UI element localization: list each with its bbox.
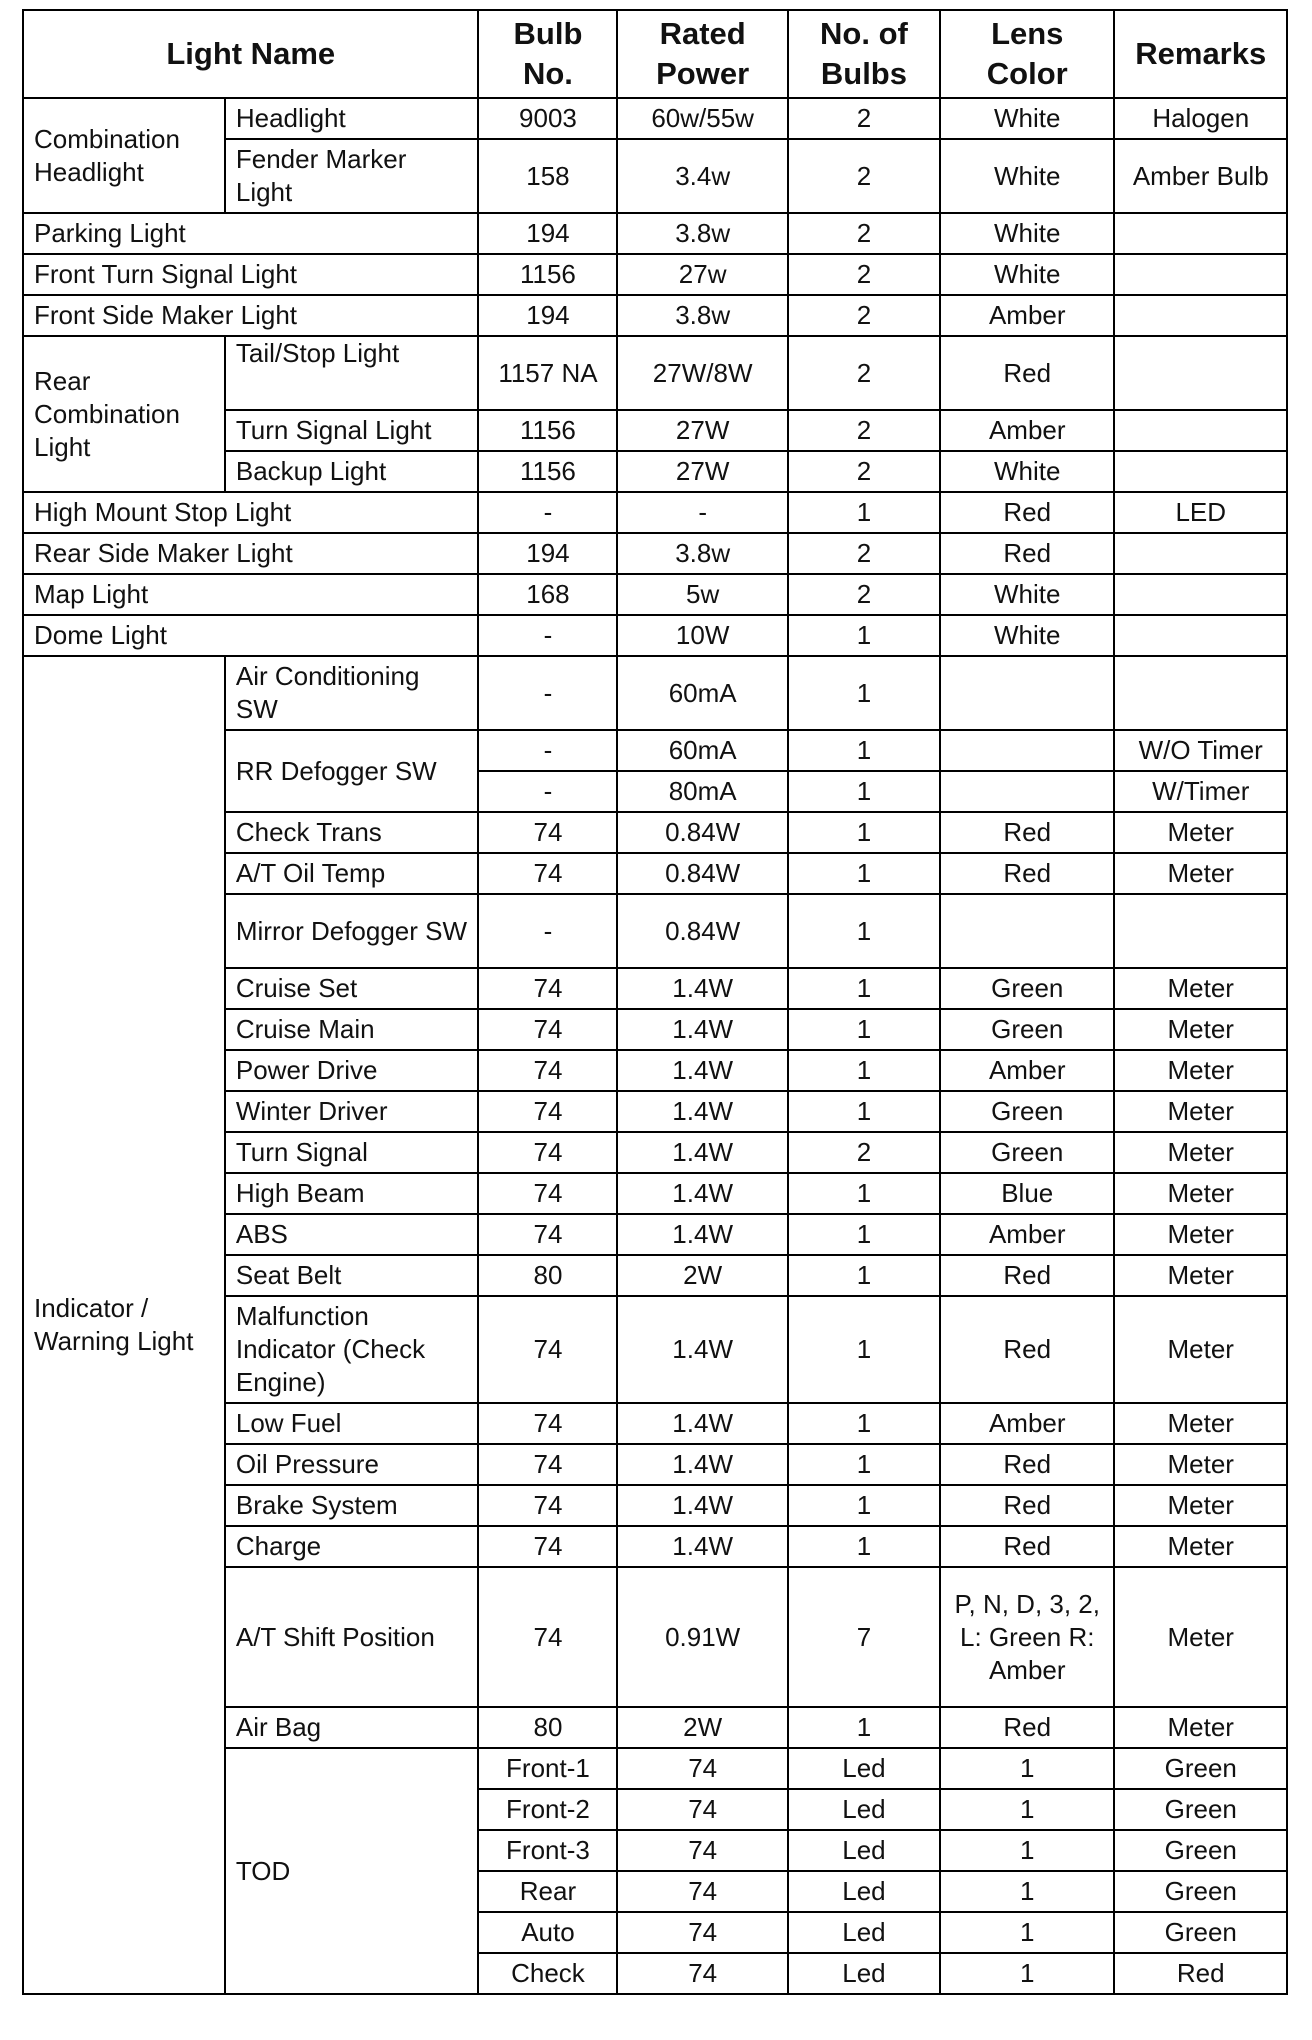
light-name-cell: Brake System [225, 1485, 479, 1526]
bulb-no-cell: - [478, 615, 617, 656]
remark-cell: Meter [1114, 1255, 1287, 1296]
light-name-cell: Rear Side Maker Light [23, 533, 478, 574]
remark-cell: W/Timer [1114, 771, 1287, 812]
tod-power-cell: Led [788, 1912, 940, 1953]
table-row [23, 533, 1287, 574]
lens-color-cell [940, 730, 1114, 771]
rated-power-cell: 60w/55w [617, 98, 787, 139]
bulb-count-cell: 1 [788, 1050, 940, 1091]
lens-color-cell: Red [940, 336, 1114, 410]
light-name-cell: Check Trans [225, 812, 479, 853]
remark-cell [1114, 533, 1287, 574]
tod-sub-cell: Front-1 [478, 1748, 617, 1789]
bulb-no-cell: 74 [478, 1485, 617, 1526]
remark-cell: LED [1114, 492, 1287, 533]
remark-cell [1114, 451, 1287, 492]
lens-color-cell: Green [940, 1009, 1114, 1050]
remark-cell: Meter [1114, 1296, 1287, 1403]
bulb-count-cell: 2 [788, 213, 940, 254]
remark-cell: Meter [1114, 1444, 1287, 1485]
table-row [23, 656, 1287, 730]
bulb-no-cell: 1157 NA [478, 336, 617, 410]
tod-count-cell: 1 [940, 1789, 1114, 1830]
bulb-no-cell: 74 [478, 1296, 617, 1403]
light-name-cell: Fender Marker Light [225, 139, 479, 213]
remark-cell: Meter [1114, 1050, 1287, 1091]
remark-cell: Meter [1114, 1567, 1287, 1707]
bulb-count-cell: 2 [788, 533, 940, 574]
rated-power-cell: 1.4W [617, 1296, 787, 1403]
rated-power-cell: 3.8w [617, 213, 787, 254]
remark-cell [1114, 656, 1287, 730]
bulb-no-cell: 74 [478, 1214, 617, 1255]
bulb-count-cell: 2 [788, 98, 940, 139]
rated-power-cell: 60mA [617, 730, 787, 771]
bulb-count-cell: 1 [788, 1009, 940, 1050]
bulb-count-cell: 1 [788, 1444, 940, 1485]
remark-cell: Meter [1114, 1091, 1287, 1132]
remark-cell: Meter [1114, 1132, 1287, 1173]
tod-bulb-cell: 74 [617, 1830, 787, 1871]
tod-count-cell: 1 [940, 1953, 1114, 1994]
header-lens-color: Lens Color [940, 10, 1114, 98]
light-name-cell: Cruise Main [225, 1009, 479, 1050]
table-header-row [23, 10, 1287, 98]
rated-power-cell: 10W [617, 615, 787, 656]
bulb-count-cell: 1 [788, 1091, 940, 1132]
rated-power-cell: - [617, 492, 787, 533]
rated-power-cell: 1.4W [617, 1526, 787, 1567]
bulb-no-cell: 168 [478, 574, 617, 615]
light-name-cell: Tail/Stop Light [225, 336, 479, 410]
table-row [23, 615, 1287, 656]
lens-color-cell: White [940, 451, 1114, 492]
bulb-no-cell: 74 [478, 1444, 617, 1485]
tod-sub-cell: Rear [478, 1871, 617, 1912]
remark-cell: Meter [1114, 1009, 1287, 1050]
remark-cell: Meter [1114, 812, 1287, 853]
remark-cell [1114, 336, 1287, 410]
remark-cell [1114, 295, 1287, 336]
rated-power-cell: 0.84W [617, 853, 787, 894]
lens-color-cell: Red [940, 853, 1114, 894]
remark-cell: Meter [1114, 1485, 1287, 1526]
bulb-no-cell: 74 [478, 1173, 617, 1214]
bulb-count-cell: 1 [788, 1173, 940, 1214]
lens-color-cell: Red [940, 533, 1114, 574]
tod-bulb-cell: 74 [617, 1871, 787, 1912]
light-name-cell: Turn Signal Light [225, 410, 479, 451]
bulb-no-cell: 74 [478, 853, 617, 894]
bulb-count-cell: 1 [788, 1296, 940, 1403]
lens-color-cell: Green [940, 1132, 1114, 1173]
lens-color-cell: Amber [940, 410, 1114, 451]
remark-cell: Meter [1114, 1526, 1287, 1567]
light-name-cell: Headlight [225, 98, 479, 139]
lens-color-cell: Red [940, 812, 1114, 853]
bulb-specification-table [22, 9, 1288, 1995]
remark-cell [1114, 254, 1287, 295]
rated-power-cell: 1.4W [617, 1009, 787, 1050]
bulb-no-cell: 74 [478, 1567, 617, 1707]
lens-color-cell: P, N, D, 3, 2, L: Green R: Amber [940, 1567, 1114, 1707]
bulb-no-cell: 74 [478, 968, 617, 1009]
bulb-count-cell: 1 [788, 1526, 940, 1567]
tod-color-cell: Green [1114, 1830, 1287, 1871]
bulb-no-cell: 1156 [478, 410, 617, 451]
tod-count-cell: 1 [940, 1912, 1114, 1953]
lens-color-cell: Blue [940, 1173, 1114, 1214]
light-name-cell: Air Conditioning SW [225, 656, 479, 730]
rated-power-cell: 5w [617, 574, 787, 615]
rated-power-cell: 0.84W [617, 812, 787, 853]
rated-power-cell: 1.4W [617, 1132, 787, 1173]
light-name-cell: Map Light [23, 574, 478, 615]
table-row [23, 336, 1287, 410]
bulb-no-cell: - [478, 656, 617, 730]
tod-power-cell: Led [788, 1748, 940, 1789]
remark-cell: Meter [1114, 1173, 1287, 1214]
light-name-cell: A/T Oil Temp [225, 853, 479, 894]
bulb-count-cell: 1 [788, 1403, 940, 1444]
light-name-cell: Air Bag [225, 1707, 479, 1748]
bulb-count-cell: 2 [788, 336, 940, 410]
lens-color-cell: White [940, 574, 1114, 615]
light-name-cell: Oil Pressure [225, 1444, 479, 1485]
header-remarks: Remarks [1114, 10, 1287, 98]
table-row [23, 254, 1287, 295]
lens-color-cell: White [940, 213, 1114, 254]
bulb-no-cell: 9003 [478, 98, 617, 139]
light-name-cell: Winter Driver [225, 1091, 479, 1132]
light-name-cell: Dome Light [23, 615, 478, 656]
rated-power-cell: 3.8w [617, 533, 787, 574]
bulb-count-cell: 2 [788, 295, 940, 336]
light-name-cell: Power Drive [225, 1050, 479, 1091]
lens-color-cell [940, 771, 1114, 812]
remark-cell: Meter [1114, 853, 1287, 894]
bulb-no-cell: 74 [478, 1050, 617, 1091]
header-bulb-no: Bulb No. [478, 10, 617, 98]
bulb-count-cell: 1 [788, 656, 940, 730]
bulb-count-cell: 1 [788, 492, 940, 533]
lens-color-cell [940, 656, 1114, 730]
lens-color-cell [940, 894, 1114, 968]
bulb-no-cell: 74 [478, 1009, 617, 1050]
group-rear-combination-light: Rear Combination Light [23, 336, 225, 492]
rated-power-cell: 1.4W [617, 1444, 787, 1485]
light-name-cell: Front Turn Signal Light [23, 254, 478, 295]
bulb-count-cell: 1 [788, 1707, 940, 1748]
table-row [23, 295, 1287, 336]
tod-color-cell: Green [1114, 1789, 1287, 1830]
lens-color-cell: White [940, 254, 1114, 295]
rated-power-cell: 3.4w [617, 139, 787, 213]
bulb-count-cell: 1 [788, 968, 940, 1009]
rated-power-cell: 1.4W [617, 1173, 787, 1214]
tod-color-cell: Red [1114, 1953, 1287, 1994]
bulb-count-cell: 2 [788, 451, 940, 492]
group-indicator-warning-light: Indicator / Warning Light [23, 656, 225, 1994]
bulb-count-cell: 1 [788, 1485, 940, 1526]
bulb-no-cell: 74 [478, 1132, 617, 1173]
table-row [23, 574, 1287, 615]
tod-count-cell: 1 [940, 1748, 1114, 1789]
rated-power-cell: 80mA [617, 771, 787, 812]
document-page [22, 9, 1288, 1995]
bulb-no-cell: 74 [478, 1526, 617, 1567]
rated-power-cell: 3.8w [617, 295, 787, 336]
remark-cell [1114, 213, 1287, 254]
lens-color-cell: Red [940, 1444, 1114, 1485]
rated-power-cell: 27w [617, 254, 787, 295]
remark-cell: Meter [1114, 968, 1287, 1009]
light-name-cell: High Mount Stop Light [23, 492, 478, 533]
tod-bulb-cell: 74 [617, 1789, 787, 1830]
bulb-count-cell: 1 [788, 1255, 940, 1296]
tod-power-cell: Led [788, 1871, 940, 1912]
light-name-cell: A/T Shift Position [225, 1567, 479, 1707]
light-name-cell: Cruise Set [225, 968, 479, 1009]
light-name-cell: High Beam [225, 1173, 479, 1214]
tod-count-cell: 1 [940, 1871, 1114, 1912]
bulb-count-cell: 1 [788, 730, 940, 771]
remark-cell: Meter [1114, 1214, 1287, 1255]
lens-color-cell: Red [940, 1296, 1114, 1403]
tod-count-cell: 1 [940, 1830, 1114, 1871]
header-light-name: Light Name [23, 10, 478, 98]
lens-color-cell: White [940, 615, 1114, 656]
light-name-cell: Backup Light [225, 451, 479, 492]
rated-power-cell: 27W [617, 410, 787, 451]
tod-sub-cell: Front-2 [478, 1789, 617, 1830]
bulb-count-cell: 2 [788, 1132, 940, 1173]
bulb-no-cell: 194 [478, 533, 617, 574]
bulb-count-cell: 1 [788, 1214, 940, 1255]
rated-power-cell: 2W [617, 1707, 787, 1748]
bulb-no-cell: - [478, 894, 617, 968]
tod-sub-cell: Front-3 [478, 1830, 617, 1871]
lens-color-cell: Green [940, 1091, 1114, 1132]
rated-power-cell: 0.84W [617, 894, 787, 968]
tod-color-cell: Green [1114, 1912, 1287, 1953]
lens-color-cell: Amber [940, 1050, 1114, 1091]
light-name-cell: Front Side Maker Light [23, 295, 478, 336]
lens-color-cell: Green [940, 968, 1114, 1009]
light-name-cell: Charge [225, 1526, 479, 1567]
bulb-count-cell: 1 [788, 812, 940, 853]
bulb-no-cell: 158 [478, 139, 617, 213]
remark-cell: Halogen [1114, 98, 1287, 139]
remark-cell: Amber Bulb [1114, 139, 1287, 213]
bulb-no-cell: 194 [478, 213, 617, 254]
remark-cell: Meter [1114, 1403, 1287, 1444]
lens-color-cell: Red [940, 1255, 1114, 1296]
bulb-count-cell: 7 [788, 1567, 940, 1707]
rated-power-cell: 0.91W [617, 1567, 787, 1707]
rated-power-cell: 1.4W [617, 1091, 787, 1132]
tod-bulb-cell: 74 [617, 1912, 787, 1953]
bulb-no-cell: 194 [478, 295, 617, 336]
lens-color-cell: White [940, 98, 1114, 139]
bulb-count-cell: 1 [788, 615, 940, 656]
bulb-no-cell: 74 [478, 812, 617, 853]
tod-power-cell: Led [788, 1830, 940, 1871]
bulb-no-cell: - [478, 771, 617, 812]
lens-color-cell: Red [940, 1485, 1114, 1526]
light-name-cell: Turn Signal [225, 1132, 479, 1173]
light-name-cell: Mirror Defogger SW [225, 894, 479, 968]
remark-cell [1114, 894, 1287, 968]
remark-cell [1114, 574, 1287, 615]
tod-power-cell: Led [788, 1789, 940, 1830]
light-name-cell: Seat Belt [225, 1255, 479, 1296]
remark-cell: Meter [1114, 1707, 1287, 1748]
bulb-no-cell: 80 [478, 1707, 617, 1748]
rated-power-cell: 1.4W [617, 1050, 787, 1091]
remark-cell [1114, 410, 1287, 451]
table-row [23, 492, 1287, 533]
header-no-of-bulbs: No. of Bulbs [788, 10, 940, 98]
light-name-cell: ABS [225, 1214, 479, 1255]
tod-power-cell: Led [788, 1953, 940, 1994]
lens-color-cell: Red [940, 1707, 1114, 1748]
rated-power-cell: 27W [617, 451, 787, 492]
bulb-no-cell: 1156 [478, 254, 617, 295]
lens-color-cell: Red [940, 1526, 1114, 1567]
lens-color-cell: Amber [940, 295, 1114, 336]
bulb-no-cell: 74 [478, 1403, 617, 1444]
bulb-no-cell: 1156 [478, 451, 617, 492]
bulb-no-cell: 74 [478, 1091, 617, 1132]
bulb-count-cell: 2 [788, 139, 940, 213]
lens-color-cell: White [940, 139, 1114, 213]
bulb-count-cell: 1 [788, 894, 940, 968]
bulb-count-cell: 1 [788, 771, 940, 812]
lens-color-cell: Amber [940, 1214, 1114, 1255]
bulb-count-cell: 2 [788, 254, 940, 295]
bulb-no-cell: 80 [478, 1255, 617, 1296]
rated-power-cell: 60mA [617, 656, 787, 730]
group-tod: TOD [225, 1748, 479, 1994]
tod-color-cell: Green [1114, 1748, 1287, 1789]
rated-power-cell: 1.4W [617, 968, 787, 1009]
light-name-cell: Malfunction Indicator (Check Engine) [225, 1296, 479, 1403]
light-name-cell: Parking Light [23, 213, 478, 254]
rated-power-cell: 27W/8W [617, 336, 787, 410]
tod-bulb-cell: 74 [617, 1748, 787, 1789]
rated-power-cell: 1.4W [617, 1214, 787, 1255]
table-row [23, 98, 1287, 139]
bulb-count-cell: 2 [788, 410, 940, 451]
light-name-cell: RR Defogger SW [225, 730, 479, 812]
remark-cell [1114, 615, 1287, 656]
remark-cell: W/O Timer [1114, 730, 1287, 771]
group-combination-headlight: Combination Headlight [23, 98, 225, 213]
tod-color-cell: Green [1114, 1871, 1287, 1912]
tod-bulb-cell: 74 [617, 1953, 787, 1994]
header-rated-power: Rated Power [617, 10, 787, 98]
lens-color-cell: Amber [940, 1403, 1114, 1444]
light-name-cell: Low Fuel [225, 1403, 479, 1444]
rated-power-cell: 2W [617, 1255, 787, 1296]
lens-color-cell: Red [940, 492, 1114, 533]
bulb-no-cell: - [478, 730, 617, 771]
bulb-count-cell: 2 [788, 574, 940, 615]
tod-sub-cell: Check [478, 1953, 617, 1994]
bulb-count-cell: 1 [788, 853, 940, 894]
rated-power-cell: 1.4W [617, 1403, 787, 1444]
rated-power-cell: 1.4W [617, 1485, 787, 1526]
table-row [23, 213, 1287, 254]
bulb-no-cell: - [478, 492, 617, 533]
tod-sub-cell: Auto [478, 1912, 617, 1953]
